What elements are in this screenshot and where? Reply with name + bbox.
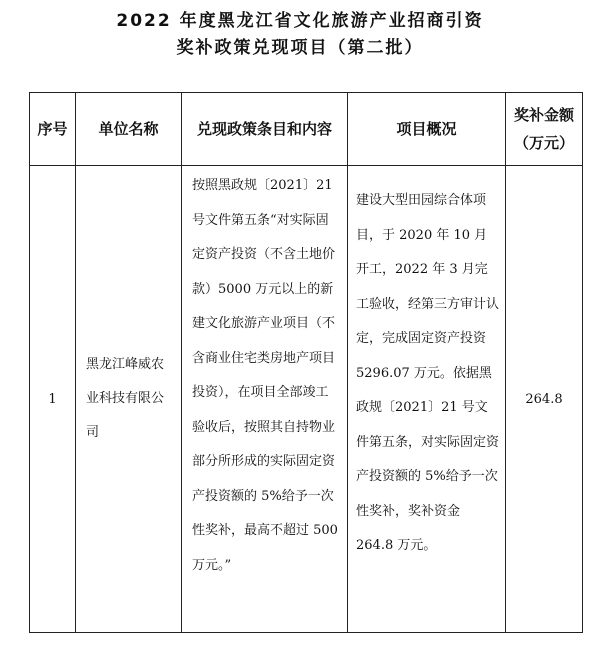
cell-policy-content: 按照黑政规〔2021〕21 号文件第五条“对实际固定资产投资（不含土地价款）5000 万元以上的新建文化旅游产业项目（不含商业住宅类房地产项目投资），在项目全部竣工验收后，按照其自持物业部分所形成的实际固定资产投资额的 5%给予一次性奖补，最高不超过 500 万元。” (182, 166, 348, 633)
document-title-line1: 2022 年度黑龙江省文化旅游产业招商引资 (116, 11, 484, 31)
header-serial-number: 序号 (30, 93, 76, 166)
header-unit-name: 单位名称 (76, 93, 182, 166)
header-award-amount: 奖补金额（万元） (506, 93, 583, 166)
document-title-line2: 奖补政策兑现项目（第二批） (176, 38, 424, 58)
cell-unit-name: 黑龙江峰威农业科技有限公司 (76, 166, 182, 633)
award-table (29, 92, 583, 633)
cell-serial-number: 1 (30, 166, 76, 633)
table-row (30, 166, 583, 633)
header-policy-content: 兑现政策条目和内容 (182, 93, 348, 166)
cell-project-summary: 建设大型田园综合体项目，于 2020 年 10 月开工，2022 年 3 月完工验收，经第三方审计认定，完成固定资产投资 5296.07 万元。依据黑政规〔2021〕21 号文件第五条，对实际固定资产投资额的 5%给予一次性奖补，奖补资金 264.8 万元。 (348, 166, 506, 633)
header-project-summary: 项目概况 (348, 93, 506, 166)
table-header-row (30, 93, 583, 166)
cell-award-amount: 264.8 (506, 166, 583, 633)
